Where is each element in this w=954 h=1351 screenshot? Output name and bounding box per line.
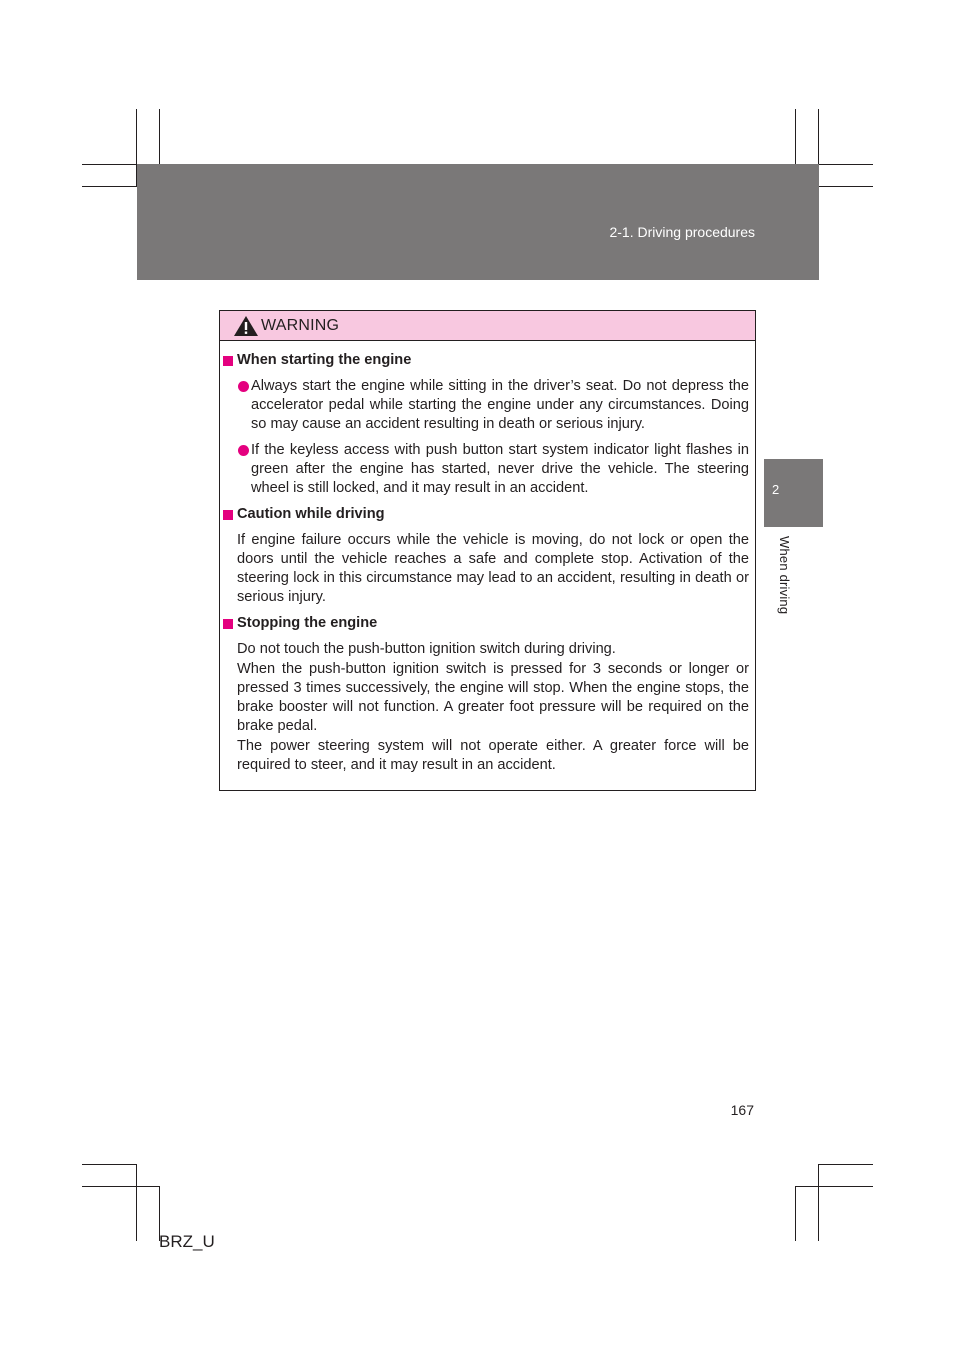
chapter-number: 2 (772, 482, 780, 497)
crop-mark (818, 186, 873, 187)
page-number: 167 (730, 1102, 754, 1118)
crop-mark (159, 109, 160, 164)
warning-triangle-icon (233, 315, 259, 337)
paragraph: The power steering system will not operate either. A greater force will be required to steer, and it may result in an accident. (237, 738, 749, 773)
warning-box (219, 310, 756, 791)
crop-mark (795, 1186, 873, 1187)
crop-mark (795, 109, 796, 164)
warning-body (220, 341, 755, 775)
section-heading (223, 614, 749, 633)
paragraph: Do not touch the push-button ignition switch during driving. (237, 641, 616, 657)
crop-mark (795, 1186, 796, 1241)
square-bullet-icon (223, 510, 233, 520)
square-bullet-icon (223, 619, 233, 629)
circle-bullet-icon (238, 445, 249, 456)
section-heading-text: Caution while driving (237, 506, 385, 522)
header-band (137, 164, 819, 280)
circle-bullet-icon (238, 381, 249, 392)
section-heading (223, 505, 749, 524)
list-item (223, 377, 749, 434)
section-title: 2-1. Driving procedures (609, 224, 755, 240)
square-bullet-icon (223, 356, 233, 366)
crop-mark (82, 1186, 160, 1187)
section-heading-text: When starting the engine (237, 352, 412, 368)
chapter-label: When driving (777, 536, 792, 615)
section-heading (223, 351, 749, 370)
warning-title: WARNING (261, 316, 340, 334)
crop-mark (818, 1164, 873, 1165)
paragraph: When the push-button ignition switch is pressed for 3 seconds or longer or pressed 3 times successively, the engine will stop. When the engine stops, the brake booster will not function. A greater foot pressure will be required on the brake pedal. (237, 661, 749, 734)
chapter-tab (764, 459, 823, 527)
list-item-text: If the keyless access with push button start system indicator light flashes in green after the engine has started, never drive the vehicle. The steering wheel is still locked, and it may result in an accident. (251, 442, 749, 496)
list-item-text: Always start the engine while sitting in the driver’s seat. Do not depress the accelerator pedal while starting the engine under any circumstances. Doing so may cause an accident resulting in death or serious injury. (251, 378, 749, 432)
list-item (223, 441, 749, 498)
crop-mark (136, 1164, 137, 1241)
section-heading-text: Stopping the engine (237, 615, 378, 631)
warning-header (220, 311, 755, 341)
document-code: BRZ_U (159, 1232, 215, 1251)
crop-mark (82, 1164, 137, 1165)
crop-mark (82, 186, 137, 187)
paragraph: If engine failure occurs while the vehicle is moving, do not lock or open the doors until the vehicle reaches a safe and complete stop. Activation of the steering lock in this circumstance may lead to an accident, resulting in death or serious injury. (237, 532, 749, 605)
crop-mark (818, 1164, 819, 1241)
